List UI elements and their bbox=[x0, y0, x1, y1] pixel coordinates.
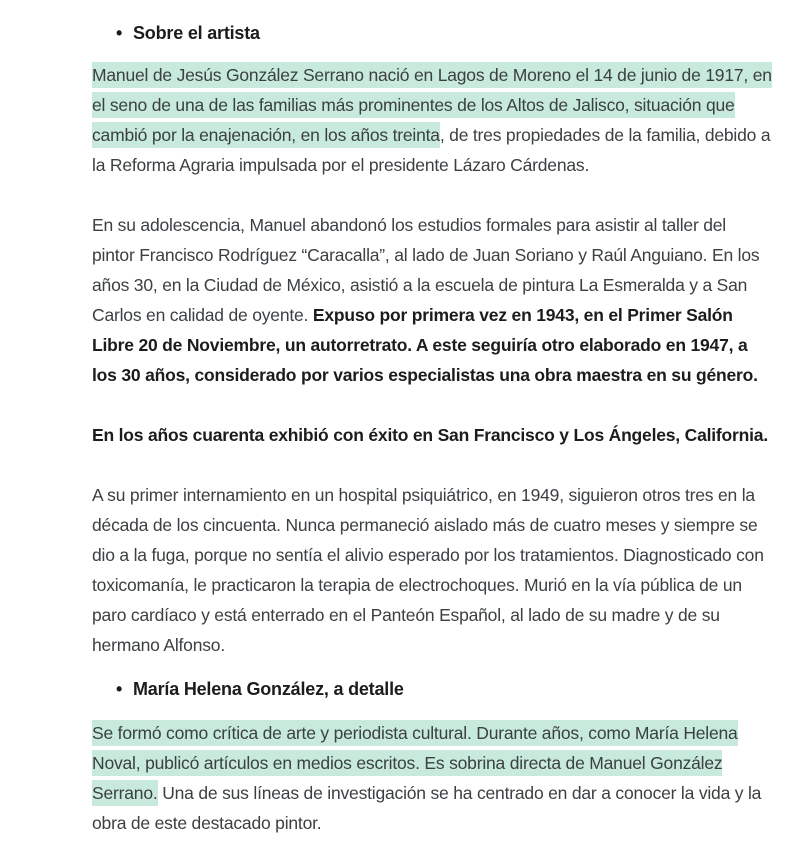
paragraph-bio-birth bbox=[92, 60, 772, 180]
highlighted-text: Manuel de Jesús González Serrano nació en Lagos de Moreno el 14 de junio de 1917, en el seno de una de las familias más prominentes de los Altos de Jalisco, situación que cambió por la enajenación, en los años treinta bbox=[92, 62, 772, 148]
paragraph-text: , de tres propiedades de la familia, debido a la Reforma Agraria impulsada por el presidente Lázaro Cárdenas. bbox=[92, 125, 771, 175]
heading-maria-helena bbox=[92, 674, 772, 704]
highlighted-text: Se formó como crítica de arte y periodista cultural. Durante años, como María Helena Noval, publicó artículos en medios escritos. Es sobrina directa de Manuel González Serrano. bbox=[92, 720, 738, 806]
bold-text: En los años cuarenta exhibió con éxito en San Francisco y Los Ángeles, California. bbox=[92, 425, 769, 445]
paragraph-text: Una de sus líneas de investigación se ha centrado en dar a conocer la vida y la obra de este destacado pintor. bbox=[92, 783, 762, 833]
paragraph-adolescence bbox=[92, 210, 772, 390]
bullet-icon: • bbox=[116, 23, 123, 43]
paragraph-maria-helena bbox=[92, 718, 772, 838]
heading-label: María Helena González, a detalle bbox=[133, 679, 404, 699]
bullet-icon: • bbox=[116, 679, 123, 699]
paragraph-hospital-death bbox=[92, 480, 772, 660]
paragraph-text: En su adolescencia, Manuel abandonó los estudios formales para asistir al taller del pintor Francisco Rodríguez “Caracalla”, al lado de Juan Soriano y Raúl Anguiano. En los años 30, en la Ciudad de México, asistió a la escuela de pintura La Esmeralda y a San Carlos en calidad de oyente. bbox=[92, 215, 760, 325]
paragraph-text: A su primer internamiento en un hospital psiquiátrico, en 1949, siguieron otros tres en la década de los cincuenta. Nunca permaneció aislado más de cuatro meses y siempre se dio a la fuga, porque no sentía el alivio esperado por los tratamientos. Diagnosticado con toxicomanía, le practicaron la terapia de electrochoques. Murió en la vía pública de un paro cardíaco y está enterrado en el Panteón Español, al lado de su madre y de su hermano Alfonso. bbox=[92, 485, 764, 655]
heading-sobre-el-artista bbox=[92, 18, 772, 48]
heading-label: Sobre el artista bbox=[133, 23, 260, 43]
article-content bbox=[92, 0, 772, 868]
paragraph-exhibitions bbox=[92, 420, 772, 450]
bold-text: Expuso por primera vez en 1943, en el Primer Salón Libre 20 de Noviembre, un autorretrato. A este seguiría otro elaborado en 1947, a los 30 años, considerado por varios especialistas una obra maestra en su género. bbox=[92, 305, 758, 385]
